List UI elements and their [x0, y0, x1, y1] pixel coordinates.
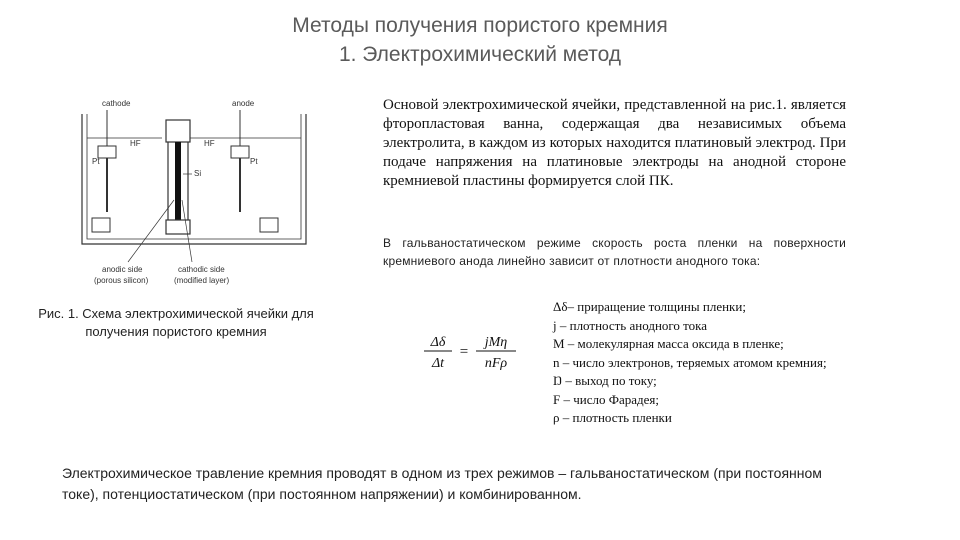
paragraph-etching-modes: Электрохимическое травление кремния проводят в одном из трех режимов – гальваностатическом (при постоянном токе), потенциостатическом (при постоянном напряжении) и комбинированном.	[62, 465, 822, 502]
legend-item: j – плотность анодного тока	[553, 317, 708, 333]
paragraph-galvanostatic: В гальваностатическом режиме скорость роста пленки на поверхности кремниевого анода линейно зависит от плотности анодного тока:	[383, 236, 846, 268]
label-anode: anode	[232, 99, 255, 108]
label-hf-right: HF	[204, 139, 215, 148]
legend-item: Δδ– приращение толщины пленки;	[553, 299, 746, 314]
formula-rhs-denominator: nFρ	[484, 356, 508, 371]
page-title: Методы получения пористого кремния	[292, 14, 668, 37]
label-si: Si	[194, 169, 202, 178]
page-subtitle: 1. Электрохимический метод	[338, 43, 622, 66]
silicon-wafer	[175, 142, 181, 220]
figure-caption: Рис. 1. Схема электрохимической ячейки для получения пористого кремния	[38, 306, 314, 339]
label-hf-left: HF	[130, 139, 141, 148]
legend-item: M – молекулярная масса оксида в пленке;	[553, 336, 784, 351]
formula-lhs-numerator: Δδ	[430, 335, 446, 350]
paragraph-cell-description: Основой электрохимической ячейки, представленной на рис.1. является фторопластовая ванна, содержащая два независимых объема электролита, в каждом из которых находится платиновый электрод. При подаче напряжения на платиновые электроды на анодной стороне кремниевой пластины формируется слой ПК.	[383, 97, 846, 189]
formula-lhs-denominator: Δt	[431, 356, 445, 371]
top-clamp	[166, 120, 190, 142]
formula-legend	[553, 298, 953, 428]
growth-rate-formula	[420, 326, 530, 376]
label-cathodic-side: cathodic side	[178, 265, 225, 274]
legend-item: n – число электронов, теряемых атомом кремния;	[553, 354, 827, 370]
label-pt-left: Pt	[92, 157, 100, 166]
label-pt-right: Pt	[250, 157, 258, 166]
electrochemical-cell-diagram	[80, 92, 320, 292]
legend-item: Ŋ – выход по току;	[553, 373, 657, 388]
label-modified-layer: (modified layer)	[174, 276, 230, 285]
legend-item: F – число Фарадея;	[553, 391, 660, 407]
formula-equals: =	[459, 344, 469, 360]
label-porous-silicon: (porous silicon)	[94, 276, 149, 285]
label-anodic-side: anodic side	[102, 265, 143, 274]
label-cathode: cathode	[102, 99, 131, 108]
formula-rhs-numerator: jMη	[484, 335, 508, 350]
legend-item: ρ – плотность пленки	[553, 410, 672, 425]
